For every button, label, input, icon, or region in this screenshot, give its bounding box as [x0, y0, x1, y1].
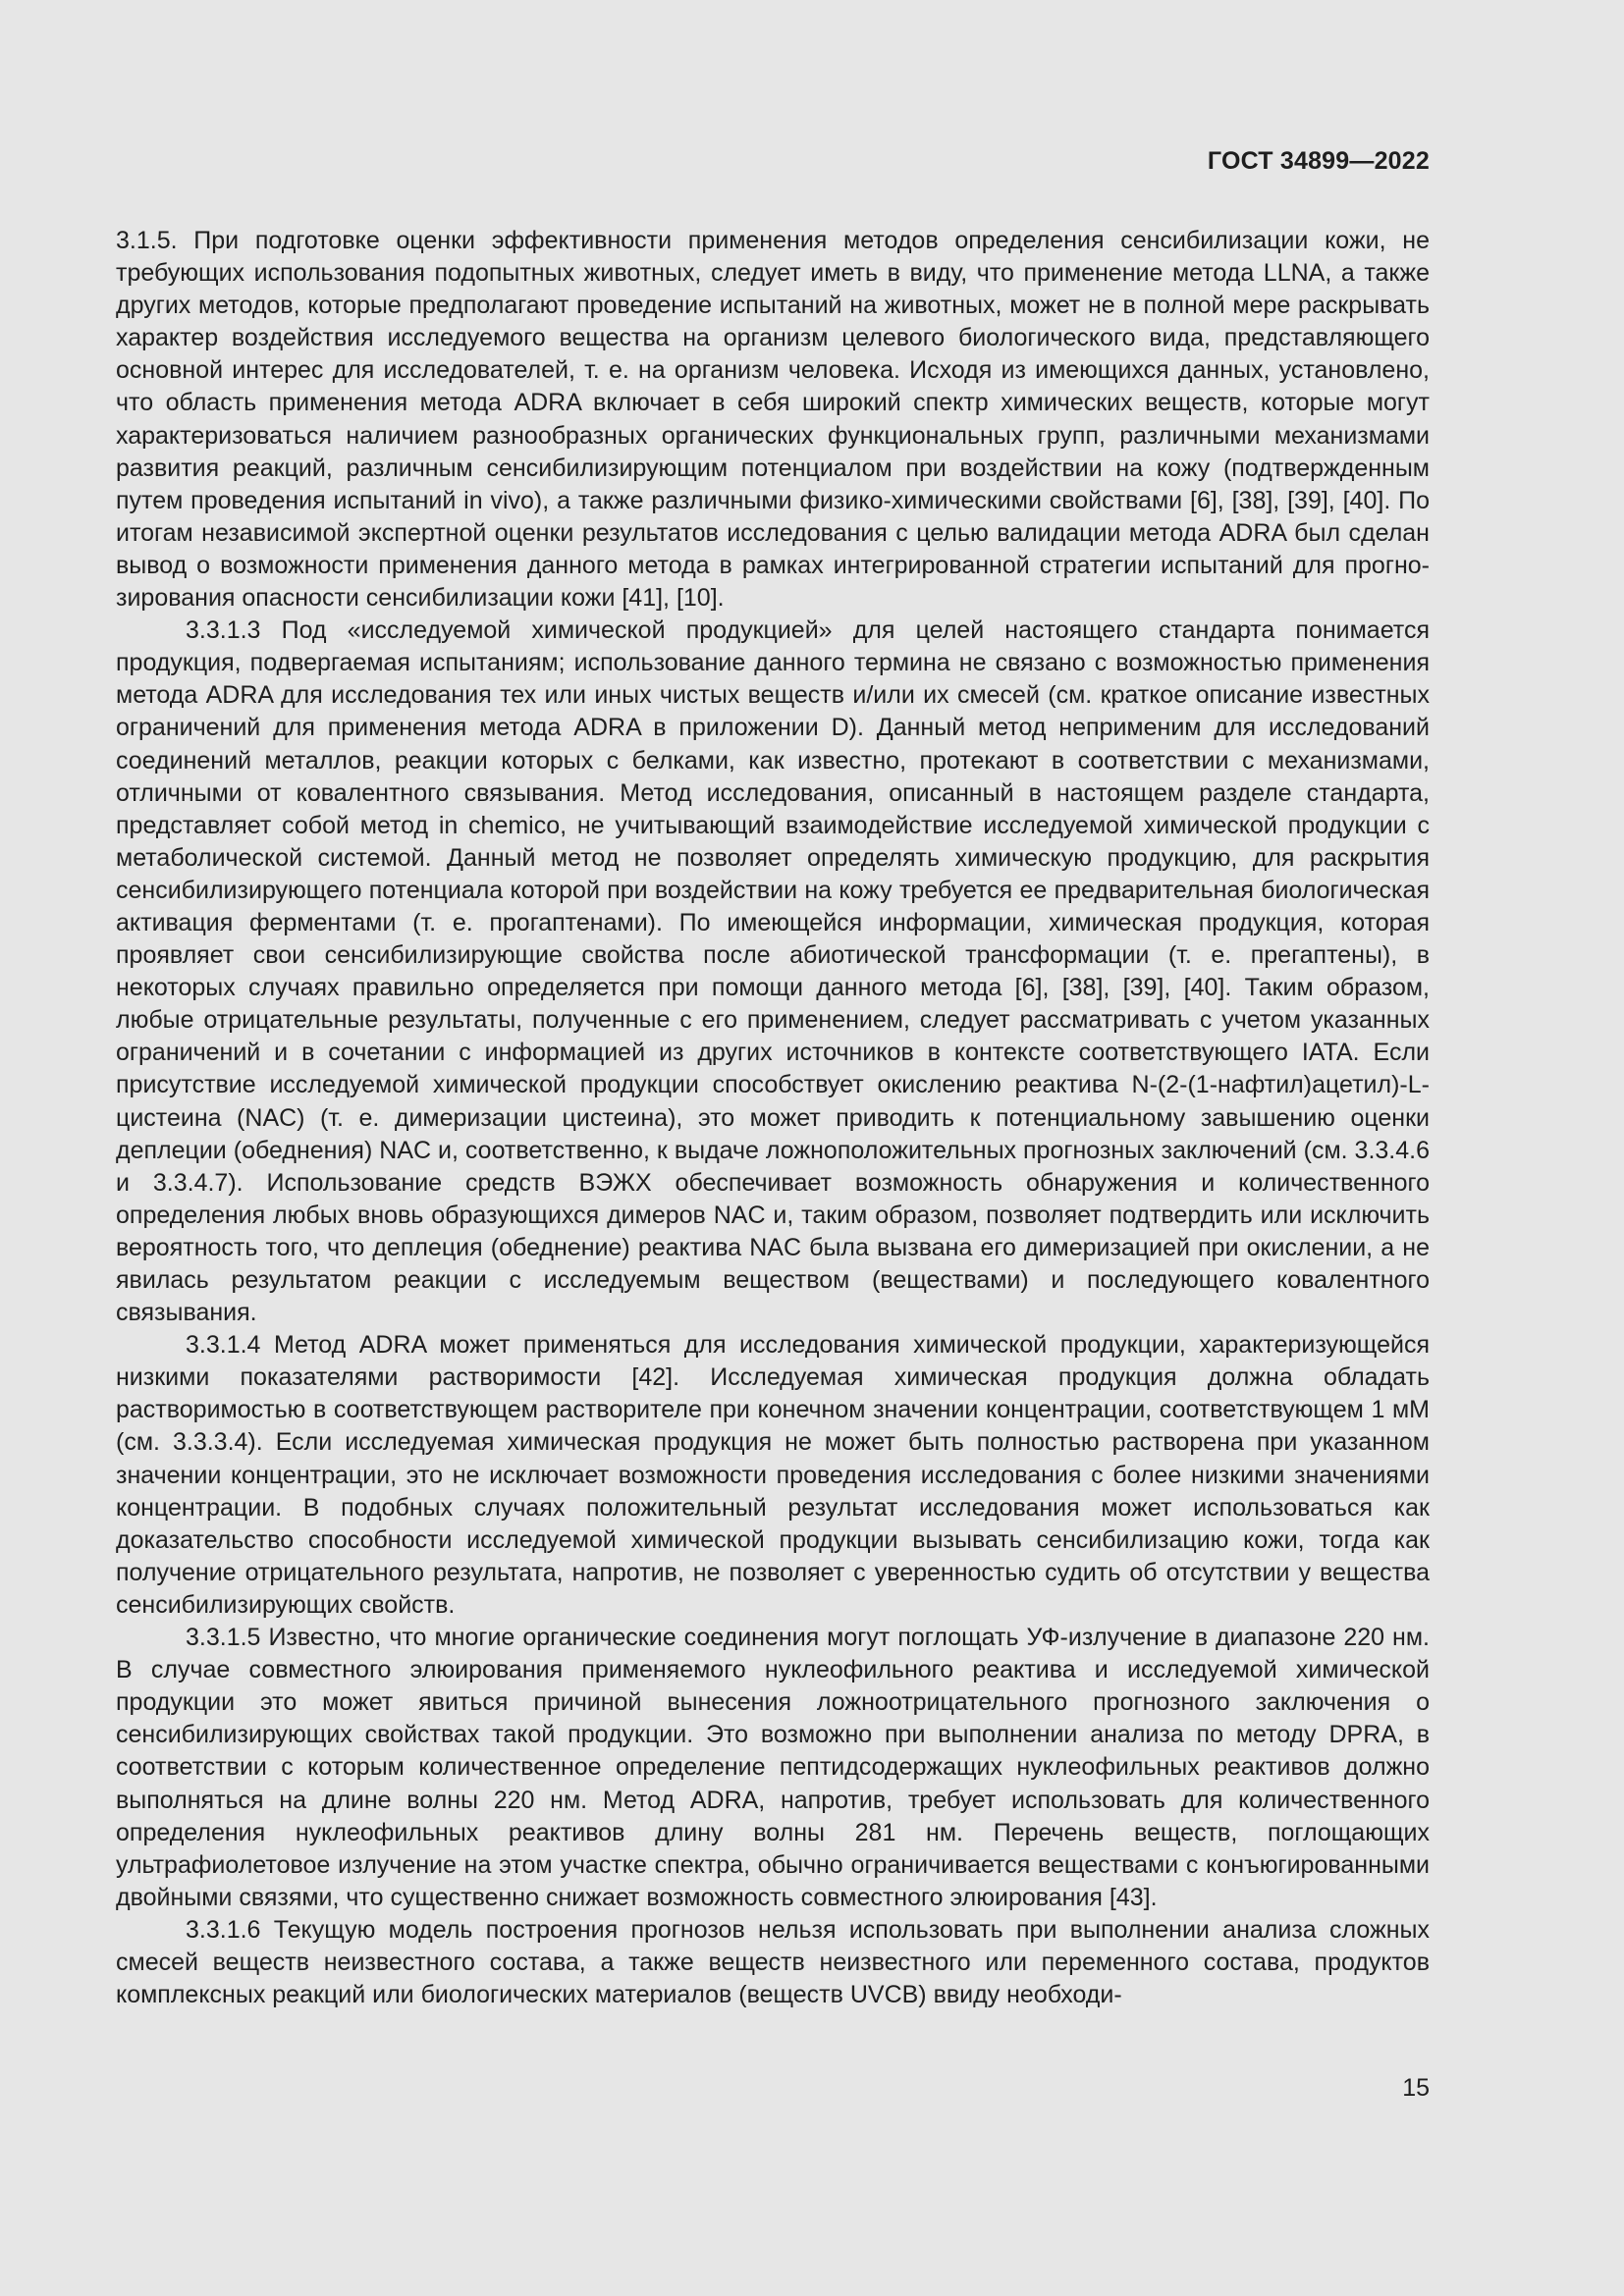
page-header-standard: ГОСТ 34899—2022	[1207, 147, 1430, 175]
paragraph-3-3-1-6: 3.3.1.6 Текущую модель построения прогнозов нельзя использовать при выполнении анализа сложных смесей веществ неизвестного состава, а также веществ неизвестного или переменного состава, продуктов комплексных реакций или биологических материалов (веществ UVCB) ввиду необходи-	[116, 1915, 1430, 2009]
paragraph-3-1-5: 3.1.5. При подготовке оценки эффективности применения методов определения сенсибилизации кожи, не требующих использования подопытных животных, следует иметь в виду, что применение метода LLNA, а также других методов, которые предполагают проведение испытаний на животных, может не в полной мере раскрывать характер воздействия исследуемого вещества на организм целевого биологического вида, представляющего основной интерес для исследователей, т. е. на организм человека. Исходя из имеющихся данных, установлено, что область применения метода ADRA включает в себя широкий спектр химических веществ, которые могут характеризоваться наличием разнообразных органических функциональных групп, различными механизмами развития реакций, различным сенсибилизирующим потенциалом при воздействии на кожу (подтвержденным путем проведения испытаний in vivo), а также различными физико-химическими свойствами [6], [38], [39], [40]. По итогам независимой экспертной оценки результатов исследования с целью валидации метода ADRA был сделан вывод о возможности применения данного метода в рамках интегрированной стратегии испытаний для прогнозирования опасности сенсибилизации кожи [41], [10].	[116, 227, 1430, 613]
paragraph-3-3-1-3: 3.3.1.3 Под «исследуемой химической продукцией» для целей настоящего стандарта понимается продукция, подвергаемая испытаниям; использование данного термина не связано с возможностью применения метода ADRA для исследования тех или иных чистых веществ и/или их смесей (см. краткое описание известных ограничений для применения метода ADRA в приложении D). Данный метод неприменим для исследований соединений металлов, реакции которых с белками, как известно, протекают в соответствии с механизмами, отличными от ковалентного связывания. Метод исследования, описанный в настоящем разделе стандарта, представляет собой метод in chemico, не учитывающий взаимодействие исследуемой химической продукции с метаболической системой. Данный метод не позволяет определять химическую продукцию, для раскрытия сенсибилизирующего потенциала которой при воздействии на кожу требуется ее предварительная биологическая активация ферментами (т. е. прогаптенами). По имеющейся информации, химическая продукция, которая проявляет свои сенсибилизирующие свойства после абиотической трансформации (т. е. прегаптены), в некоторых случаях правильно определяется при помощи данного метода [6], [38], [39], [40]. Таким образом, любые отрицательные результаты, полученные с его применением, следует рассматривать с учетом указанных ограничений и в сочетании с информацией из других источников в контексте соответствующего IATA. Если присутствие исследуемой химической продукции способствует окислению реактива N-(2-(1-нафтил)ацетил)-L-цистеина (NAC) (т. е. димеризации цистеина), это может приводить к потенциальному завышению оценки деплеции (обеднения) NAC и, соответственно, к выдаче ложноположительных прогнозных заключений (см. 3.3.4.6 и 3.3.4.7). Использование средств ВЭЖХ обеспечивает возможность обнаружения и количественного определения любых вновь образующихся димеров NAC и, таким образом, позволяет подтвердить или исключить вероятность того, что деплеция (обеднение) реактива NAC была вызвана его димеризацией при окислении, а не явилась результатом реакции с исследуемым веществом (веществами) и последующего ковалентного связывания.	[116, 616, 1430, 1327]
page-number: 15	[1402, 2074, 1430, 2102]
paragraph-3-3-1-4: 3.3.1.4 Метод ADRA может применяться для исследования химической продукции, характеризующейся низкими показателями растворимости [42]. Исследуемая химическая продукция должна обладать растворимостью в соответствующем растворителе при конечном значении концентрации, соответствующем 1 мМ (см. 3.3.3.4). Если исследуемая химическая продукция не может быть полностью растворена при указанном значении концентрации, это не исключает возможности проведения исследования с более низкими значениями концентрации. В подобных случаях положительный результат исследования может использоваться как доказательство способности исследуемой химической продукции вызывать сенсибилизацию кожи, тогда как получение отрицательного результата, напротив, не позволяет с уверенностью судить об отсутствии у вещества сенсибилизирующих свойств.	[116, 1331, 1430, 1619]
paragraph-3-3-1-5: 3.3.1.5 Известно, что многие органические соединения могут поглощать УФ-излучение в диапазоне 220 нм. В случае совместного элюирования применяемого нуклеофильного реактива и исследуемой химической продукции это может явиться причиной вынесения ложноотрицательного прогнозного заключения о сенсибилизирующих свойствах такой продукции. Это возможно при выполнении анализа по методу DPRA, в соответствии с которым количественное определение пептидсодержащих нуклеофильных реактивов должно выполняться на длине волны 220 нм. Метод ADRA, напротив, требует использовать для количественного определения нуклеофильных реактивов длину волны 281 нм. Перечень веществ, поглощающих ультрафиолетовое излучение на этом участке спектра, обычно ограничивается веществами с конъюгированными двойными связями, что существенно снижает возможность совместного элюирования [43].	[116, 1624, 1430, 1911]
document-body	[116, 225, 1430, 2011]
